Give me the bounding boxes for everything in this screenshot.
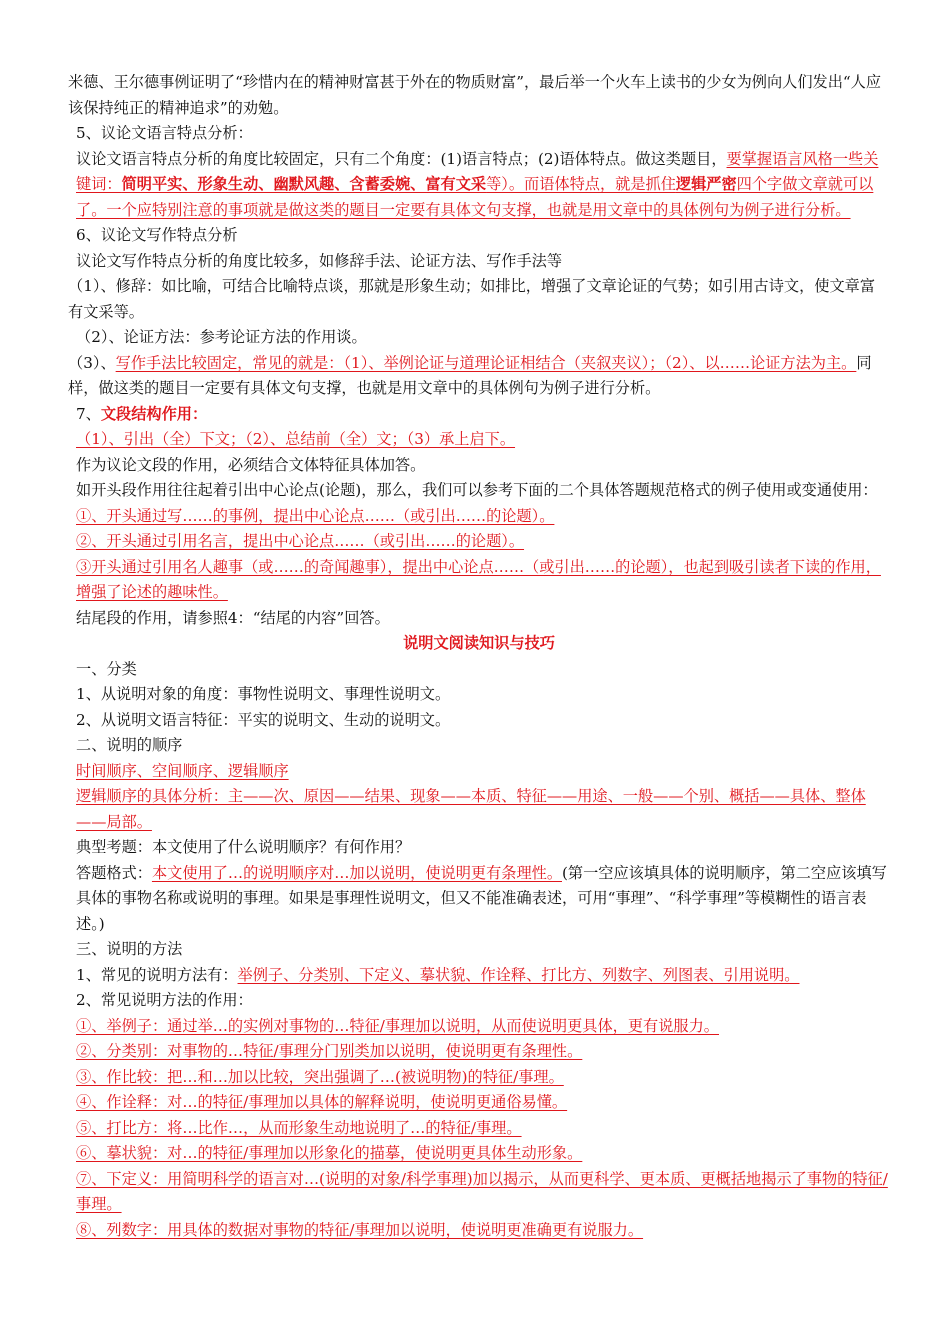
text-run: 等）。而语体特点，就是抓住 <box>486 175 676 193</box>
text-run: ②、分类别：对事物的…特征/事理分门别类加以说明，使说明更有条理性。 <box>76 1042 583 1060</box>
paragraph <box>68 555 890 606</box>
text-run: ③、作比较：把…和…加以比较，突出强调了…(被说明物)的特征/事理。 <box>76 1067 564 1086</box>
paragraph <box>68 325 890 351</box>
text-run: ⑦、下定义：用简明科学的语言对…(说明的对象/科学事理)加以揭示，从而更科学、更本质、更概括地揭示了事物的特征/事理。 <box>76 1169 888 1213</box>
text-run: 要掌握语言风格一些关键词： <box>76 149 879 193</box>
text-run: 如开头段作用往往起着引出中心论点(论题)，那么，我们可以参考下面的二个具体答题规范格式的例子使用或变通使用： <box>76 481 878 499</box>
paragraph <box>68 427 890 453</box>
text-run: ①、举例子：通过举…的实例对事物的…特征/事理加以说明，从而使说明更具体，更有说服力。 <box>76 1016 719 1035</box>
text-run: ⑥、摹状貌：对…的特征/事理加以形象化的描摹，使说明更具体生动形象。 <box>76 1144 583 1162</box>
text-run: 举例子、分类别、下定义、摹状貌、作诠释、打比方、列数字、列图表、引用说明。 <box>237 965 800 984</box>
paragraph <box>68 121 890 147</box>
paragraph <box>68 861 890 938</box>
text-run: 米德、王尔德事例证明了“珍惜内在的精神财富甚于外在的物质财富”，最后举一个火车上读书的少女为例向人们发出“人应该保持纯正的精神追求”的劝勉。 <box>68 73 882 117</box>
paragraph <box>68 784 890 835</box>
paragraph <box>68 402 890 428</box>
text-run: ⑧、列数字：用具体的数据对事物的特征/事理加以说明，使说明更准确更有说服力。 <box>76 1220 644 1239</box>
paragraph <box>68 606 890 632</box>
paragraph <box>68 351 890 402</box>
text-run: 四个字做文章就可以了。一个应特别注意的事项就是做这类的题目一定要有具体文句支撑，也就是用文章中的具体例句为例子进行分析。 <box>76 175 874 219</box>
text-run: （1）、引出（全）下文；（2）、总结前（全）文；（3）承上启下。 <box>76 430 516 448</box>
text-run: ②、开头通过引用名言，提出中心论点……（或引出……的论题）。 <box>76 532 525 550</box>
text-run: 简明平实、形象生动、幽默风趣、含蓄委婉、富有文采 <box>121 175 487 193</box>
text-run: （2）、论证方法：参考论证方法的作用谈。 <box>76 328 367 346</box>
text-run: 说明文阅读知识与技巧 <box>403 634 555 652</box>
paragraph <box>68 1141 890 1167</box>
text-run: 逻辑顺序的具体分析：主——次、原因——结果、现象——本质、特征——用途、一般——个别、概括——具体、整体——局部。 <box>76 787 866 831</box>
paragraph <box>68 1039 890 1065</box>
paragraph <box>68 478 890 504</box>
section-title <box>68 631 890 657</box>
paragraph <box>68 1065 890 1091</box>
paragraph <box>68 147 890 224</box>
text-run: 结尾段的作用，请参照4：“结尾的内容”回答。 <box>76 608 390 627</box>
paragraph <box>68 937 890 963</box>
paragraph <box>68 1167 890 1218</box>
paragraph <box>68 733 890 759</box>
text-run: 5、议论文语言特点分析： <box>76 124 253 142</box>
text-run: 议论文语言特点分析的角度比较固定，只有二个角度：(1)语言特点；(2)语体特点。做这类题目， <box>76 149 727 168</box>
paragraph <box>68 708 890 734</box>
paragraph <box>68 759 890 785</box>
text-run: 典型考题：本文使用了什么说明顺序？有何作用？ <box>76 838 411 856</box>
text-run: ①、开头通过写……的事例，提出中心论点……（或引出……的论题）。 <box>76 506 555 525</box>
text-run: 1、常见的说明方法有： <box>76 965 238 984</box>
text-run: 时间顺序、空间顺序、逻辑顺序 <box>76 761 289 780</box>
text-run: ⑤、打比方：将…比作…，从而形象生动地说明了…的特征/事理。 <box>76 1118 522 1137</box>
paragraph <box>68 682 890 708</box>
paragraph <box>68 1014 890 1040</box>
paragraph <box>68 1116 890 1142</box>
paragraph <box>68 1090 890 1116</box>
text-run: 2、常见说明方法的作用： <box>76 991 253 1009</box>
text-run: 一、分类 <box>76 659 137 678</box>
text-run: 6、议论文写作特点分析 <box>76 226 238 244</box>
paragraph <box>68 223 890 249</box>
text-run: 本文使用了…的说明顺序对…加以说明，使说明更有条理性。 <box>151 863 562 882</box>
paragraph <box>68 988 890 1014</box>
paragraph <box>68 274 890 325</box>
text-run: 作为议论文段的作用，必须结合文体特征具体加答。 <box>76 455 426 474</box>
text-run: （1）、修辞：如比喻，可结合比喻特点谈，那就是形象生动；如排比，增强了文章论证的气势；如引用古诗文，使文章富有文采等。 <box>68 277 876 321</box>
paragraph <box>68 249 890 275</box>
paragraph <box>68 657 890 683</box>
text-run: 二、说明的顺序 <box>76 736 183 754</box>
document-body <box>68 70 890 1243</box>
text-run: 2、从说明文语言特征：平实的说明文、生动的说明文。 <box>76 710 451 729</box>
text-run: 逻辑严密 <box>675 175 737 193</box>
paragraph <box>68 835 890 861</box>
text-run: ③开头通过引用名人趣事（或……的奇闻趣事），提出中心论点……（或引出……的论题），也起到吸引读者下读的作用，增强了论述的趣味性。 <box>76 557 881 601</box>
paragraph <box>68 963 890 989</box>
text-run: 文段结构作用： <box>100 404 208 423</box>
paragraph <box>68 504 890 530</box>
text-run: （3）、 <box>68 353 116 372</box>
paragraph <box>68 1218 890 1244</box>
paragraph <box>68 453 890 479</box>
text-run: 三、说明的方法 <box>76 940 183 958</box>
text-run: 议论文写作特点分析的角度比较多，如修辞手法、论证方法、写作手法等 <box>76 251 562 270</box>
text-run: 7、 <box>76 404 101 423</box>
text-run: 1、从说明对象的角度：事物性说明文、事理性说明文。 <box>76 685 451 703</box>
paragraph <box>68 529 890 555</box>
text-run: 写作手法比较固定，常见的就是：（1）、举例论证与道理论证相结合（夹叙夹议）；（2）、以……论证方法为主。 <box>115 353 857 372</box>
paragraph <box>68 70 890 121</box>
text-run: (第一空应该填具体的说明顺序，第二空应该填写具体的事物名称或说明的事理。如果是事理性说明文，但又不能准确表述，可用“事理”、“科学事理”等模糊性的语言表述。) <box>76 863 887 933</box>
text-run: 答题格式： <box>76 863 152 882</box>
text-run: ④、作诠释：对…的特征/事理加以具体的解释说明，使说明更通俗易懂。 <box>76 1093 568 1111</box>
text-run: 同样，做这类的题目一定要有具体文句支撑，也就是用文章中的具体例句为例子进行分析。 <box>68 353 872 397</box>
